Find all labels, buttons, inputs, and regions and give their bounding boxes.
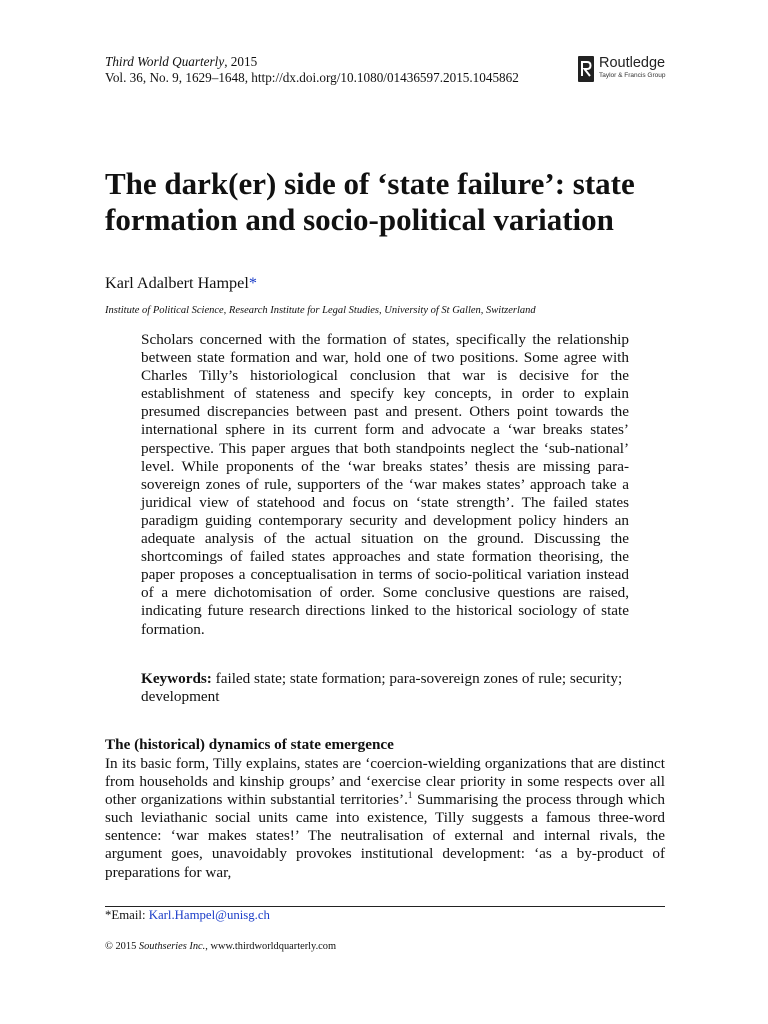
author-name: Karl Adalbert Hampel [105, 274, 249, 292]
journal-line [105, 54, 519, 70]
journal-title: Third World Quarterly [105, 54, 225, 69]
copyright-line [105, 941, 336, 952]
keywords-label: Keywords: [141, 670, 212, 687]
copyright-suffix: , www.thirdworldquarterly.com [205, 941, 337, 952]
body-text-2: Summarising the process through which such leviathanic social units came into existence, Tilly suggests a famous three-word sentence: ‘war makes states!’ The neutralisation of external and internal rivals, the argument goes, unavoidably provokes institutional development: ‘as a by-product of preparations for war, [105, 791, 666, 881]
author-email-link[interactable]: Karl.Hampel@unisg.ch [148, 908, 270, 922]
footnote-reference[interactable]: 1 [407, 790, 413, 801]
journal-citation [105, 54, 519, 86]
journal-year: , 2015 [224, 54, 258, 69]
body-paragraph [105, 755, 665, 882]
footnote-divider [105, 906, 665, 907]
copyright-holder: Southseries Inc. [138, 941, 206, 952]
author-footnote [105, 908, 270, 923]
copyright-prefix: © 2015 [105, 941, 139, 952]
author-affiliation: Institute of Political Science, Research Institute for Legal Studies, University of St Gallen, Switzerland [105, 305, 536, 316]
article-title: The dark(er) side of ‘state failure’: state formation and socio-political variation [105, 166, 635, 237]
keywords [141, 670, 629, 706]
footnote-label: *Email: [105, 908, 149, 922]
publisher-group: Taylor & Francis Group [599, 72, 666, 79]
publisher-name: Routledge [599, 55, 666, 71]
keywords-list: failed state; state formation; para-sovereign zones of rule; security; development [141, 670, 623, 706]
section-heading: The (historical) dynamics of state emergence [105, 736, 394, 753]
citation-line: Vol. 36, No. 9, 1629–1648, http://dx.doi.org/10.1080/01436597.2015.1045862 [105, 70, 519, 85]
abstract-text: Scholars concerned with the formation of states, specifically the relationship between state formation and war, hold one of two positions. Some agree with Charles Tilly’s historiological conclusion that war is decisive for the establishment of stateness and specify key concepts, in order to explain presumed discrepancies between past and present. Others point towards the international sphere in its current form and advocate a ‘war breaks states’ perspective. This paper argues that both standpoints neglect the ‘sub-national’ level. While proponents of the ‘war breaks states’ thesis are missing para-sovereign zones of rule, supporters of the ‘war makes states’ approach take a juridical view of statehood and focus on ‘state strength’. The failed states paradigm guiding contemporary security and development policy hinders an adequate analysis of the actual situation on the ground. Discussing the shortcomings of failed states approaches and state formation theorising, the paper proposes a conceptualisation in terms of socio-political variation instead of a mere dichotomisation of order. Some conclusive questions are raised, indicating future research directions linked to the historical sociology of state formation. [141, 331, 629, 638]
author-footnote-link[interactable]: * [248, 274, 257, 292]
body-text-1: In its basic form, Tilly explains, states are ‘coercion-wielding organizations that are distinct from households and kinship groups’ and ‘exercise clear priority in some respects over all other organizations within substantial territories’. [105, 755, 665, 809]
routledge-logo-icon [578, 56, 594, 82]
author-line [105, 274, 257, 293]
